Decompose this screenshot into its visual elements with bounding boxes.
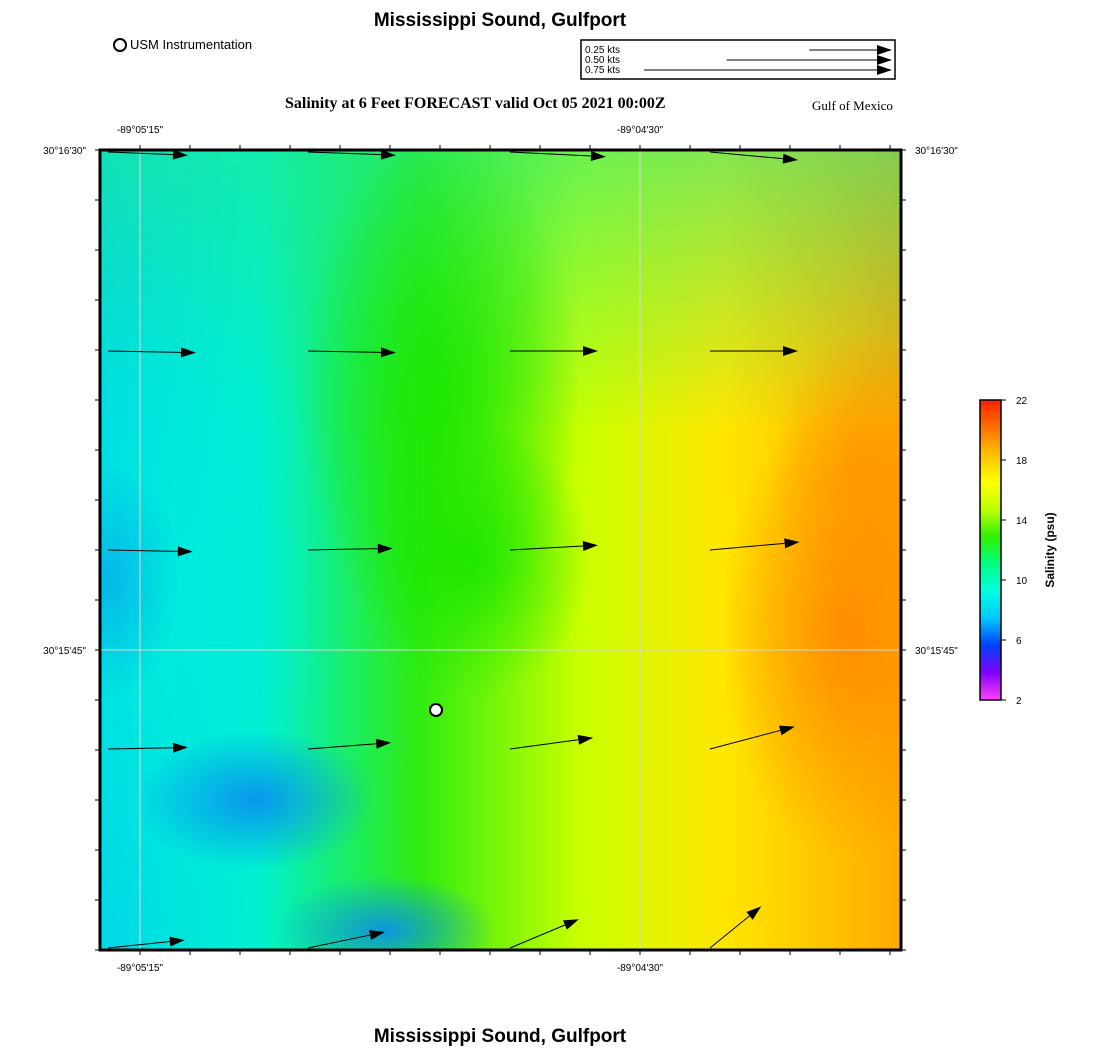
salinity-field xyxy=(0,130,980,985)
colorbar-tick-label: 18 xyxy=(1016,456,1028,467)
latitude-tick-label: 30°16'30" xyxy=(43,146,86,157)
colorbar-tick-label: 6 xyxy=(1016,636,1022,647)
speed-legend-label: 0.75 kts xyxy=(585,65,621,76)
map-title: Mississippi Sound, Gulfport xyxy=(373,10,627,31)
speed-legend-label: 0.25 kts xyxy=(585,45,621,56)
usm-instrumentation-marker[interactable] xyxy=(430,704,442,716)
speed-legend-label: 0.50 kts xyxy=(585,55,621,66)
latitude-tick-label: 30°15'45" xyxy=(43,646,86,657)
map-subtitle: Salinity at 6 Feet FORECAST valid Oct 05 2021 00:00Z xyxy=(285,95,666,112)
latitude-tick-label: 30°16'30" xyxy=(915,146,958,157)
colorbar-tick-label: 10 xyxy=(1016,576,1028,587)
region-label: Gulf of Mexico xyxy=(812,98,893,113)
longitude-tick-label: -89°04'30" xyxy=(616,125,664,136)
colorbar-scale xyxy=(980,400,1001,700)
marker-legend-label: USM Instrumentation xyxy=(130,37,253,52)
colorbar-label: Salinity (psu) xyxy=(1043,512,1057,588)
colorbar-tick-label: 2 xyxy=(1016,696,1022,707)
longitude-tick-label: -89°05'15" xyxy=(116,125,164,136)
latitude-tick-label: 30°15'45" xyxy=(915,646,958,657)
colorbar-tick-label: 14 xyxy=(1016,516,1028,527)
longitude-tick-label: -89°05'15" xyxy=(116,963,164,974)
longitude-tick-label: -89°04'30" xyxy=(616,963,664,974)
colorbar-tick-label: 22 xyxy=(1016,396,1028,407)
footer-title: Mississippi Sound, Gulfport xyxy=(373,1026,627,1047)
colorbar xyxy=(980,396,1028,707)
